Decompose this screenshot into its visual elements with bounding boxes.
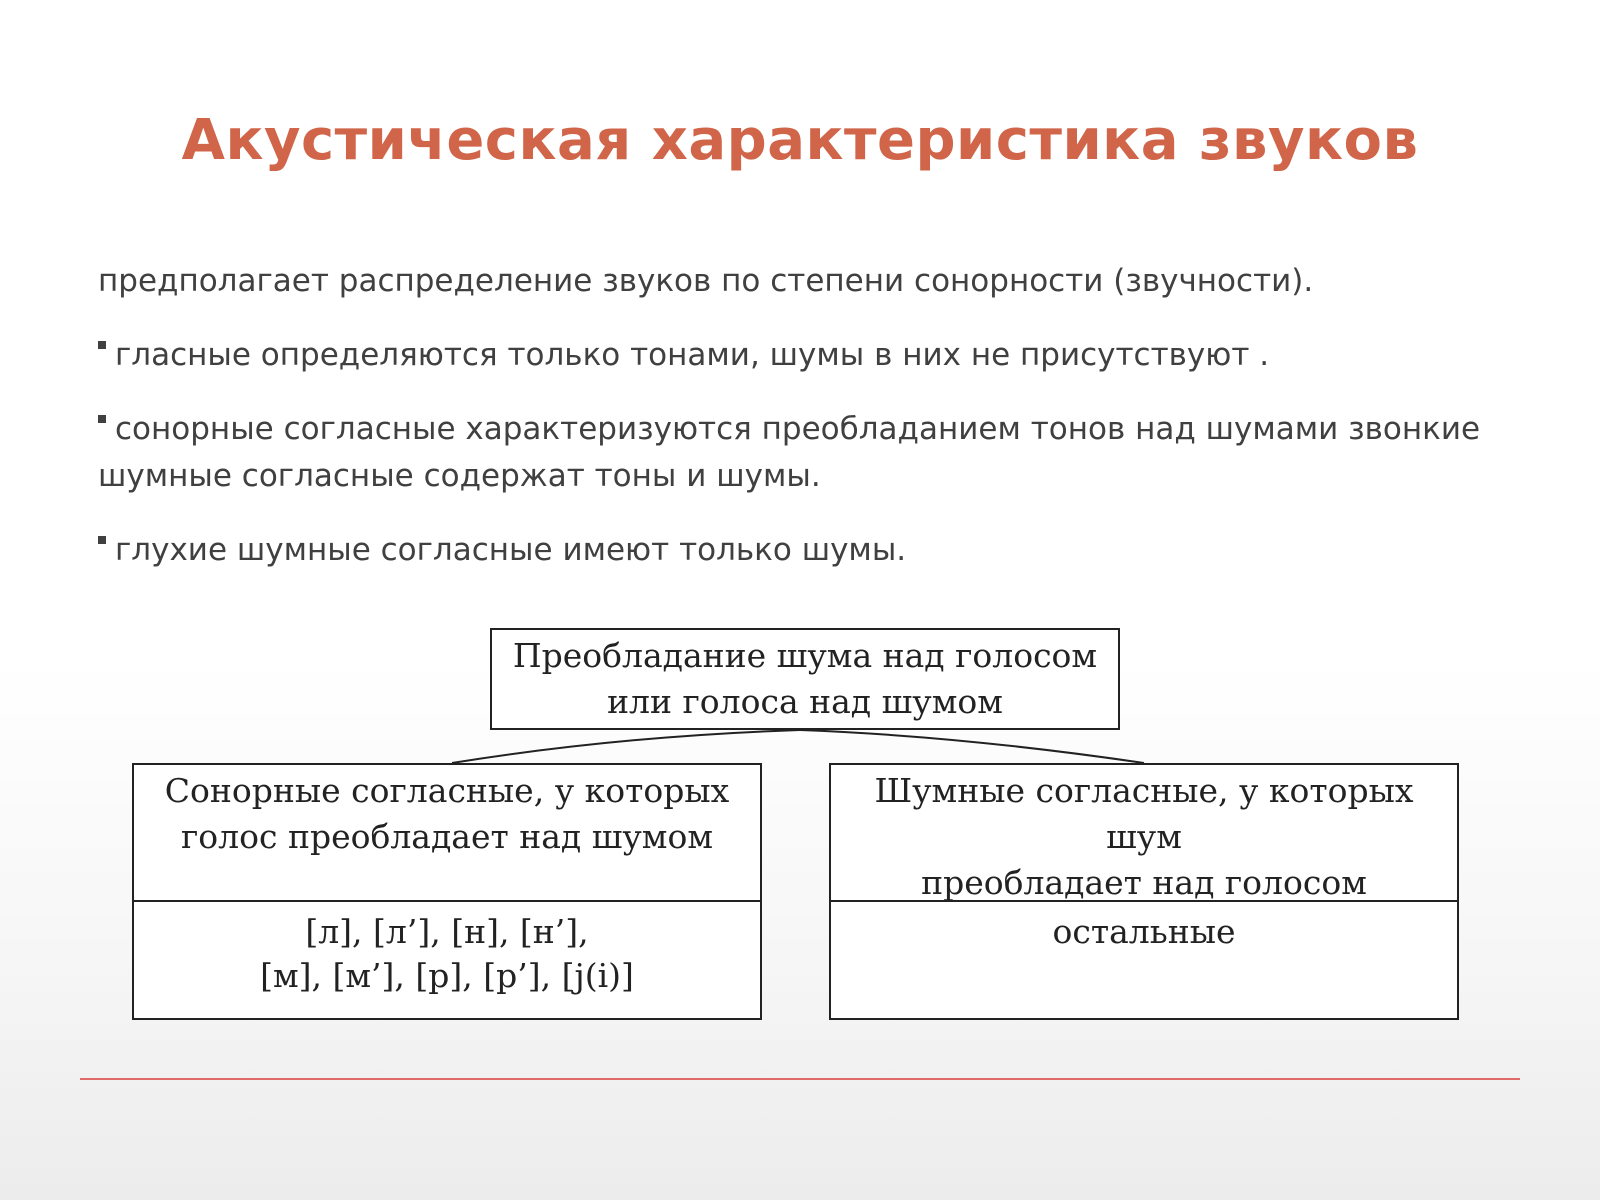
bullet-square-icon bbox=[98, 536, 106, 544]
top-box-line: Преобладание шума над голосом bbox=[512, 636, 1098, 675]
bullet-text: сонорные согласные характеризуются преобладанием тонов над шумами звонкие шумные согласные содержат тоны и шумы. bbox=[98, 411, 1481, 494]
bullet-text: глухие шумные согласные имеют только шумы. bbox=[115, 532, 907, 568]
body-line: остальные bbox=[1052, 912, 1236, 951]
body-line: [л], [л’], [н], [н’], bbox=[305, 912, 589, 951]
footer-divider bbox=[80, 1078, 1520, 1080]
paragraph-intro bbox=[98, 258, 1518, 305]
noisy-box-header bbox=[831, 765, 1457, 902]
header-line: преобладает над голосом bbox=[921, 863, 1367, 902]
sonorant-box-header bbox=[134, 765, 760, 902]
noisy-box bbox=[829, 763, 1459, 1020]
bullet-text: гласные определяются только тонами, шумы в них не присутствуют . bbox=[115, 337, 1270, 373]
diagram-top-box bbox=[490, 628, 1120, 730]
bullet-square-icon bbox=[98, 341, 106, 349]
bullet-item bbox=[98, 406, 1518, 500]
header-line: Сонорные согласные, у которых bbox=[164, 771, 730, 810]
bullet-item bbox=[98, 527, 1518, 574]
top-box-line: или голоса над шумом bbox=[607, 682, 1003, 721]
header-line: Шумные согласные, у которых шум bbox=[874, 771, 1414, 856]
connector-right bbox=[800, 730, 1144, 763]
connector-left bbox=[452, 730, 800, 763]
bullet-square-icon bbox=[98, 415, 106, 423]
header-line: голос преобладает над шумом bbox=[180, 817, 714, 856]
sonorant-box-body bbox=[134, 902, 760, 998]
noisy-box-body bbox=[831, 902, 1457, 954]
slide-body bbox=[98, 258, 1518, 601]
slide-title: Акустическая характеристика звуков bbox=[181, 108, 1419, 173]
bullet-item bbox=[98, 332, 1518, 379]
body-line: [м], [м’], [р], [р’], [j(i)] bbox=[260, 956, 634, 995]
paragraph-text: предполагает распределение звуков по степени сонорности (звучности). bbox=[98, 263, 1314, 299]
sonorant-box bbox=[132, 763, 762, 1020]
